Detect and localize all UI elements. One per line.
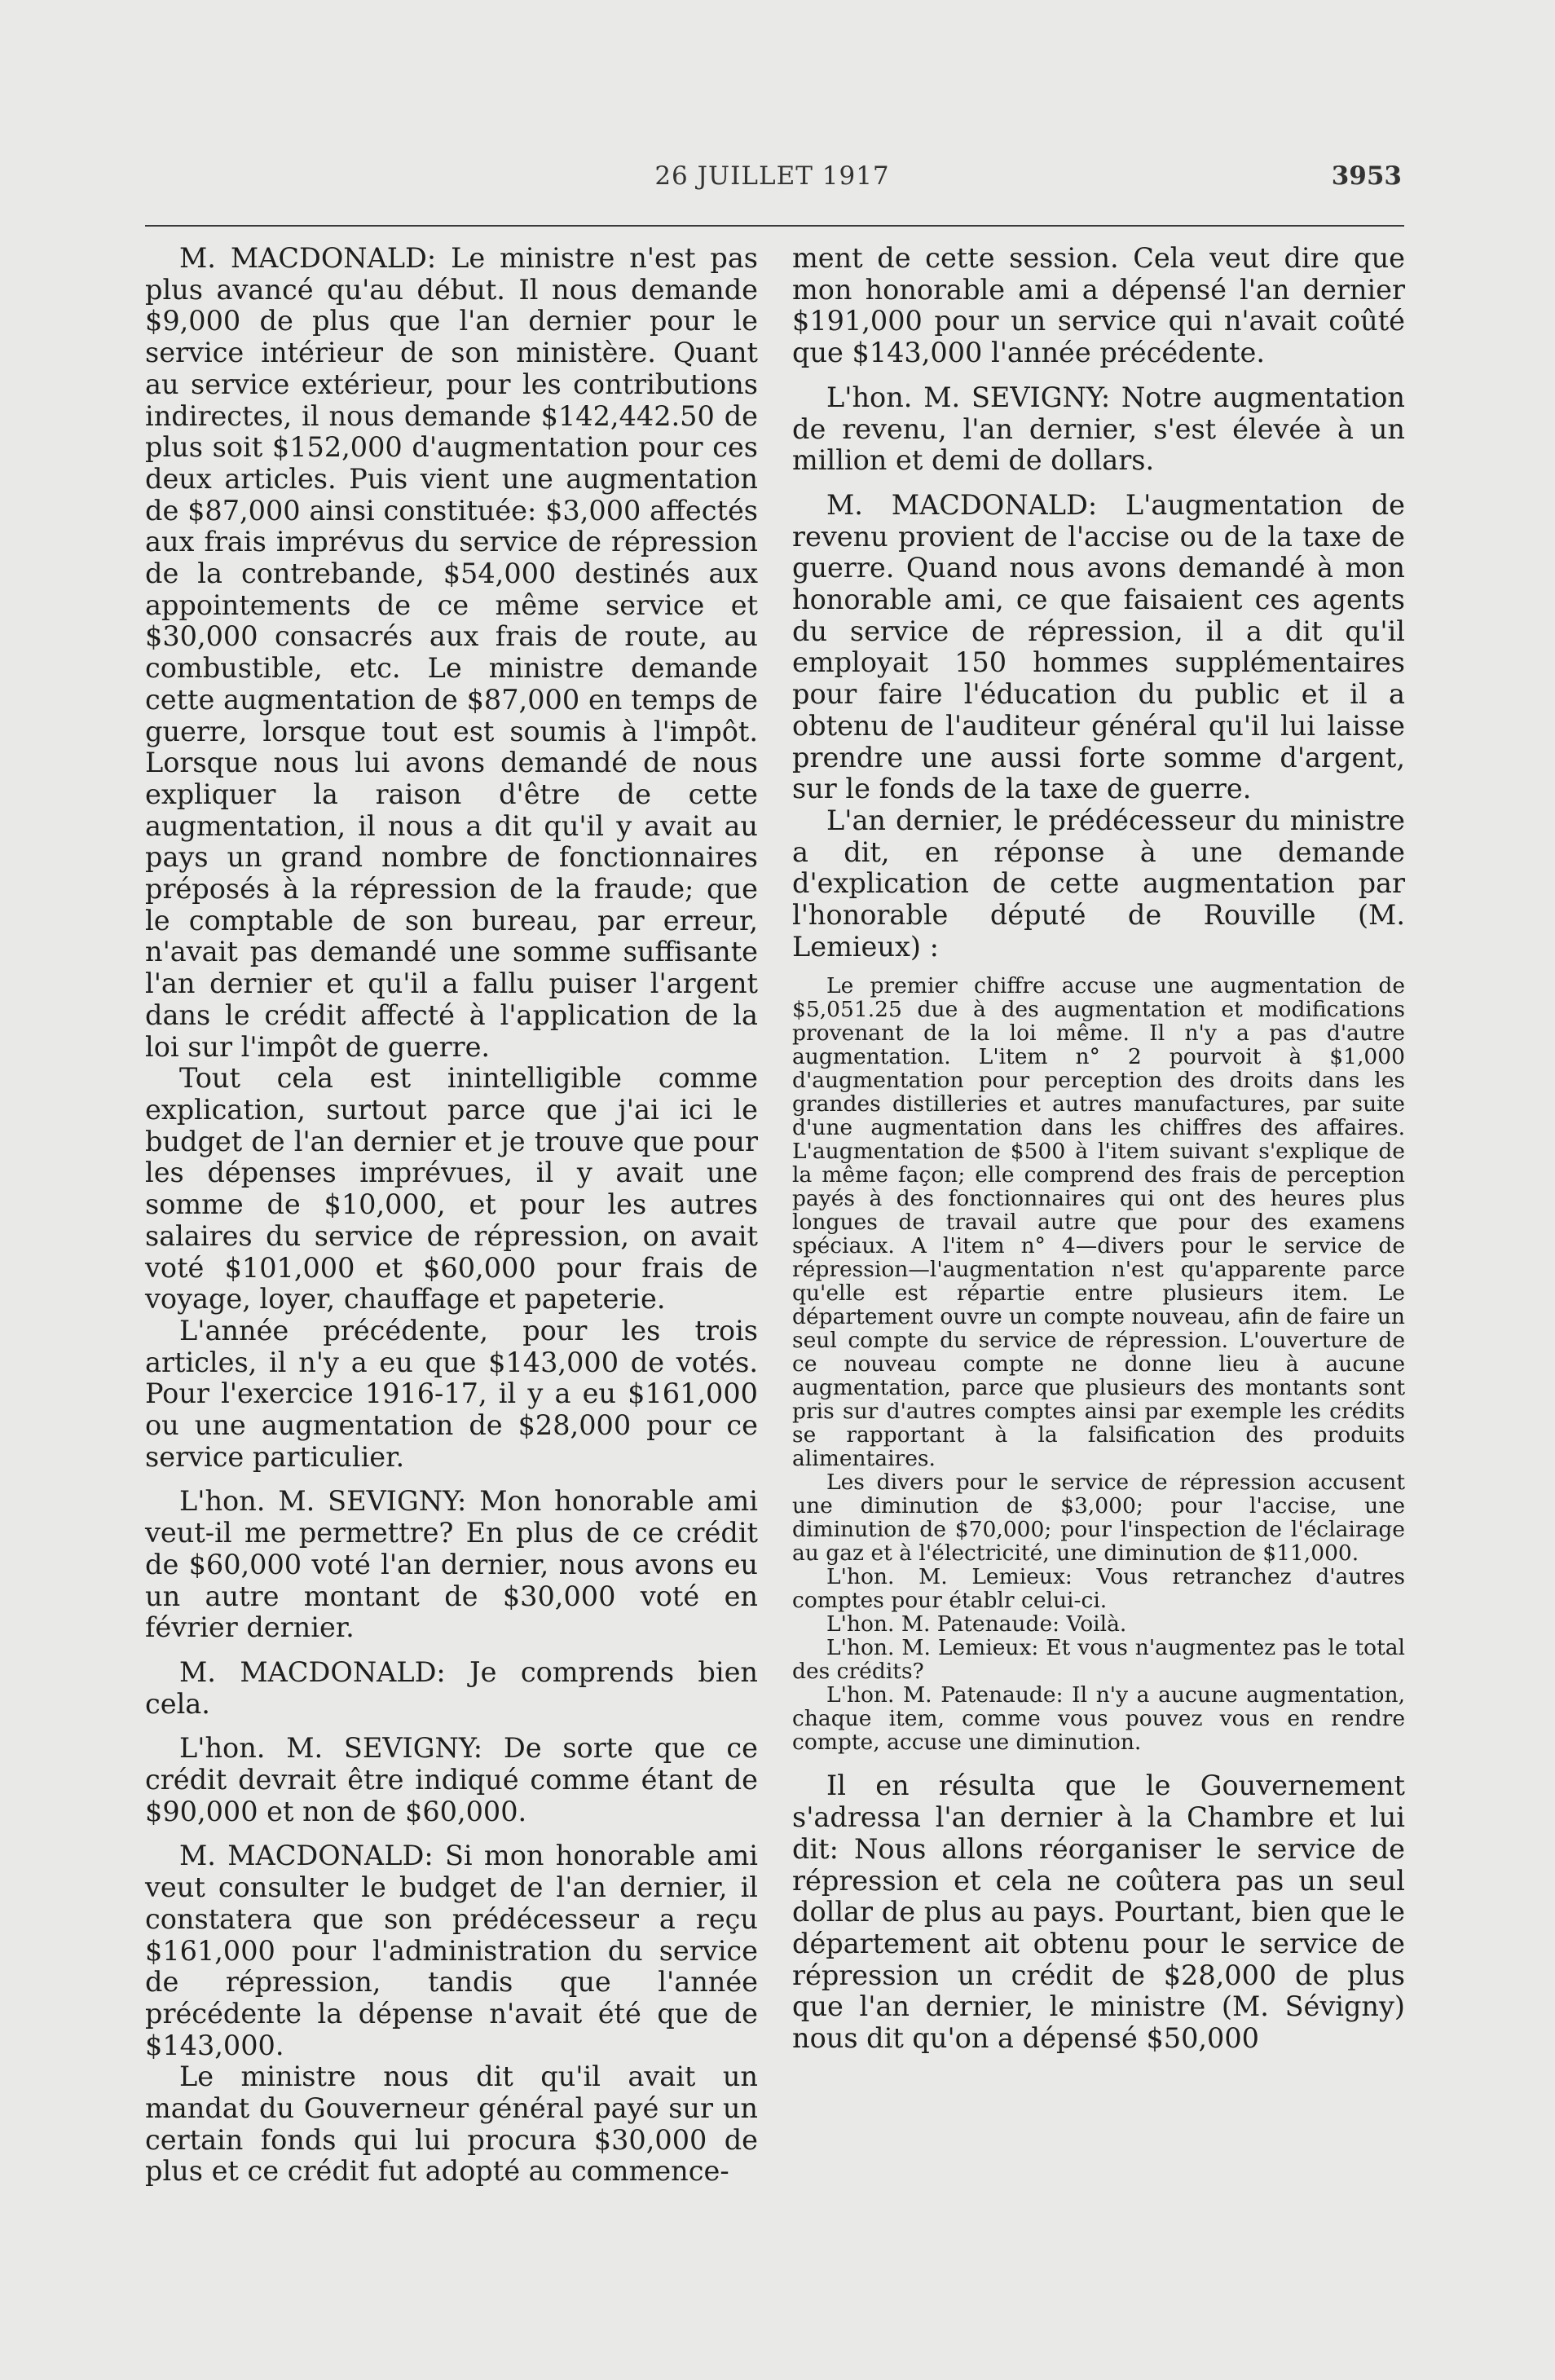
paragraph: L'année précédente, pour les trois articles, il n'y a eu que $143,000 de votés. Pour l'exercice 1916-17, il y a eu $161,000 ou une augmentation de $28,000 pour ce service particulier. (145, 1314, 758, 1473)
paragraph: L'hon. M. SEVIGNY: Mon honorable ami veut-il me permettre? En plus de ce crédit de $60,000 voté l'an dernier, nous avons eu un autre montant de $30,000 voté en février dernier. (145, 1485, 758, 1644)
paragraph: L'hon. M. SEVIGNY: Notre augmentation de revenu, l'an dernier, s'est élevée à un million et demi de dollars. (792, 381, 1405, 477)
paragraph: Tout cela est inintelligible comme explication, surtout parce que j'ai ici le budget de l'an dernier et je trouve que pour les dépenses imprévues, il y avait une somme de $10,000, et pour les autres salaires du service de répression, on avait voté $101,000 et $60,000 pour frais de voyage, loyer, chauffage et papeterie. (145, 1062, 758, 1316)
quoted-paragraph: Les divers pour le service de répression accusent une diminution de $3,000; pour l'accise, une diminution de $70,000; pour l'inspection de l'éclairage au gaz et à l'électricité, une diminution de $11,000. (792, 1470, 1405, 1567)
paragraph: M. MACDONALD: Je comprends bien cela. (145, 1655, 758, 1720)
quoted-paragraph: L'hon. M. Lemieux: Et vous n'augmentez pas le total des crédits? (792, 1635, 1405, 1685)
quoted-paragraph: L'hon. M. Lemieux: Vous retranchez d'autres comptes pour établr celui-ci. (792, 1564, 1405, 1614)
paragraph: Il en résulta que le Gouvernement s'adressa l'an dernier à la Chambre et lui dit: Nous allons réorganiser le service de répression et cela ne coûtera pas un seul dollar de plus au pays. Pourtant, bien que le département ait obtenu pour le service de répression un crédit de $28,000 de plus que l'an dernier, le ministre (M. Sévigny) nous dit qu'on a dépensé $50,000 (792, 1770, 1405, 2055)
paragraph: Le ministre nous dit qu'il avait un mandat du Gouverneur général payé sur un certain fonds qui lui procura $30,000 de plus et ce crédit fut adopté au commence- (145, 2060, 758, 2188)
right-column (792, 243, 1405, 2055)
header-date: 26 JUILLET 1917 (654, 161, 890, 191)
paragraph: L'hon. M. SEVIGNY: De sorte que ce crédit devrait être indiqué comme étant de $90,000 et non de $60,000. (145, 1732, 758, 1827)
quoted-paragraph: L'hon. M. Patenaude: Voilà. (826, 1611, 1127, 1637)
paragraph: ment de cette session. Cela veut dire que mon honorable ami a dépensé l'an dernier $191,000 pour un service qui n'avait coûté que $143,000 l'année précédente. (792, 242, 1405, 369)
quoted-paragraph: Le premier chiffre accuse une augmentation de $5,051.25 due à des augmentation et modifications provenant de la loi même. Il n'y a pas d'autre augmentation. L'item n° 2 pourvoit à $1,000 d'augmentation pour perception des droits dans les grandes distilleries et autres manufactures, par suite d'une augmentation dans les chiffres des affaires. L'augmentation de $500 à l'item suivant s'explique de la même façon; elle comprend des frais de perception payés à des fonctionnaires qui ont des heures plus longues de travail autre que pour des examens spéciaux. A l'item n° 4—divers pour le service de répression—l'augmentation n'est qu'apparente parce qu'elle est répartie entre plusieurs item. Le département ouvre un compte nouveau, afin de faire un seul compte du service de répression. L'ouverture de ce nouveau compte ne donne lieu à aucune augmentation, parce que plusieurs des montants sont pris sur d'autres comptes ainsi par exemple les crédits se rapportant à la falsification des produits alimentaires. (792, 973, 1405, 1472)
paragraph: M. MACDONALD: Le ministre n'est pas plus avancé qu'au début. Il nous demande $9,000 de plus que l'an dernier pour le service intérieur de son ministère. Quant au service extérieur, pour les contributions indirectes, il nous demande $142,442.50 de plus soit $152,000 d'augmentation pour ces deux articles. Puis vient une augmentation de $87,000 ainsi constituée: $3,000 affectés aux frais imprévus du service de répression de la contrebande, $54,000 destinés aux appointements de ce même service et $30,000 consacrés aux frais de route, au combustible, etc. Le ministre demande cette augmentation de $87,000 en temps de guerre, lorsque tout est soumis à l'impôt. Lorsque nous lui avons demandé de nous expliquer la raison d'être de cette augmentation, il nous a dit qu'il y avait au pays un grand nombre de fonctionnaires préposés à la répression de la fraude; que le comptable de son bureau, par erreur, n'avait pas demandé une somme suffisante l'an dernier et qu'il a fallu puiser l'argent dans le crédit affecté à l'application de la loi sur l'impôt de guerre. (145, 242, 758, 1063)
quoted-paragraph: L'hon. M. Patenaude: Il n'y a aucune augmentation, chaque item, comme vous pouvez vous en rendre compte, accuse une diminution. (792, 1682, 1405, 1756)
paragraph: M. MACDONALD: Si mon honorable ami veut consulter le budget de l'an dernier, il constatera que son prédécesseur a reçu $161,000 pour l'administration du service de répression, tandis que l'année précédente la dépense n'avait été que de $143,000. (145, 1840, 758, 2061)
header-rule (145, 225, 1404, 227)
page-header (143, 161, 1402, 197)
left-column (145, 243, 758, 2188)
page-number: 3953 (1331, 161, 1402, 191)
paragraph: M. MACDONALD: L'augmentation de revenu provient de l'accise ou de la taxe de guerre. Quand nous avons demandé à mon honorable ami, ce que faisaient ces agents du service de répression, il a dit qu'il employait 150 hommes supplémentaires pour faire l'éducation du public et il a obtenu de l'auditeur général qu'il lui laisse prendre une aussi forte somme d'argent, sur le fonds de la taxe de guerre. (792, 488, 1405, 805)
paragraph: L'an dernier, le prédécesseur du ministre a dit, en réponse à une demande d'explication de cette augmentation par l'honorable député de Rouville (M. Lemieux) : (792, 804, 1405, 963)
